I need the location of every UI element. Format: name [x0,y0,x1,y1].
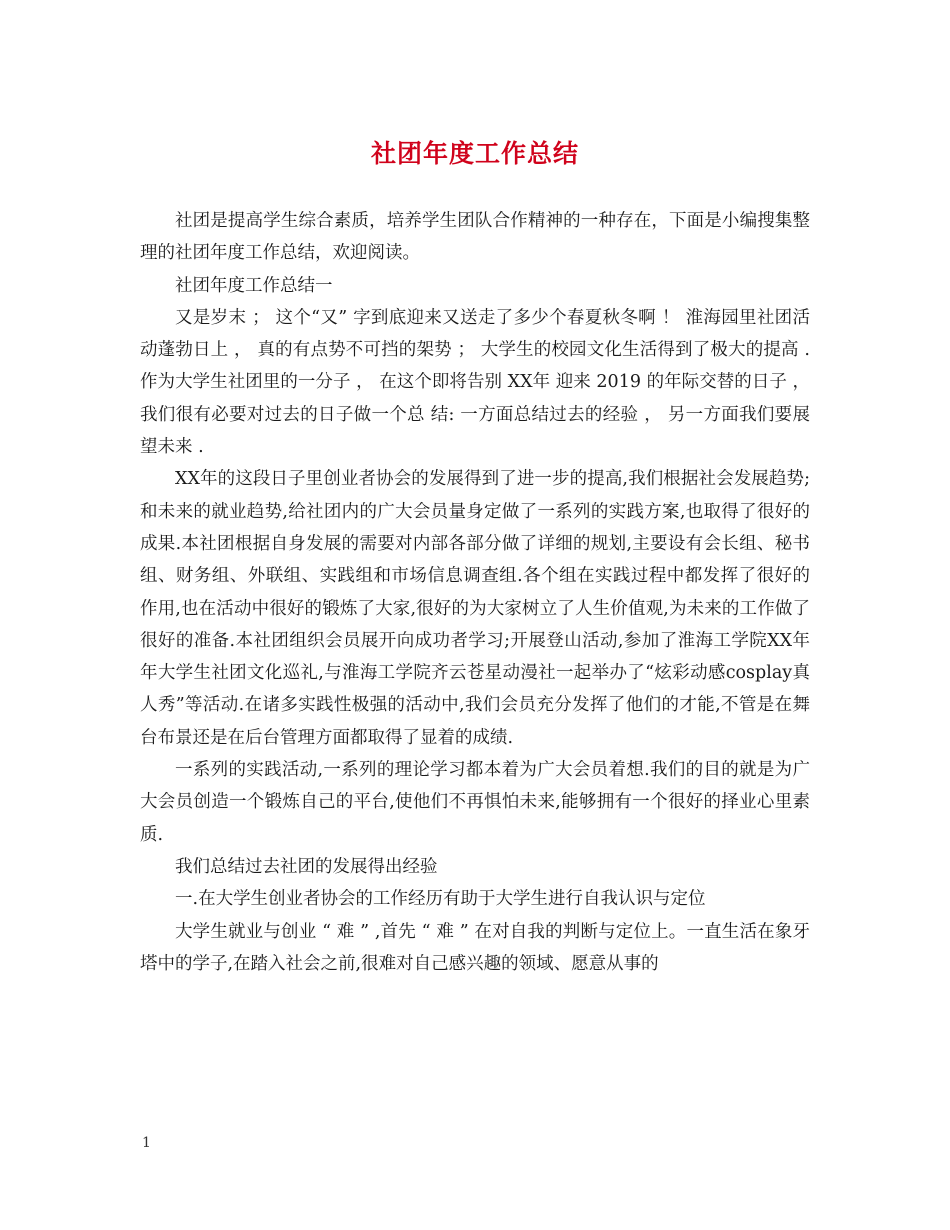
page-number: 1 [142,1135,151,1151]
paragraph-year-end: 又是岁末 ； 这个“又” 字到底迎来又送走了多少个春夏秋冬啊 ！ 淮海园里社团活动蓬勃日上 ， 真的有点势不可挡的架势 ； 大学生的校园文化生活得到了极大的提高 . 作为大学生社团里的一分子 ， 在这个即将告别 XX年 迎来 2019 的年际交替的日子 ， 我们很有必要对过去的日子做一个总 结: 一方面总结过去的经验 ， 另一方面我们要展望未来 . [140,307,810,458]
document-title: 社团年度工作总结 [370,139,579,168]
paragraph-practice-activities: 一系列的实践活动,一系列的理论学习都本着为广大会员着想.我们的目的就是为广大会员创造一个锻炼自己的平台,使他们不再惧怕未来,能够拥有一个很好的择业心里素质. [140,760,810,845]
paragraph-association-development: XX年的这段日子里创业者协会的发展得到了进一步的提高,我们根据社会发展趋势;和未来的就业趋势,给社团内的广大会员量身定做了一系列的实践方案,也取得了很好的成果.本社团根据自身发展的需要对内部各部分做了详细的规划,主要设有会长组、秘书组、财务组、外联组、实践组和市场信息调查组.各个组在实践过程中都发挥了很好的作用,也在活动中很好的锻炼了大家,很好的为大家树立了人生价值观,为未来的工作做了很好的准备.本社团组织会员展开向成功者学习;开展登山活动,参加了淮海工学院XX年年大学生社团文化巡礼,与淮海工学院齐云苍星动漫社一起举办了“炫彩动感cosplay真人秀”等活动.在诸多实践性极强的活动中,我们会员充分发挥了他们的才能,不管是在舞台布景还是在后台管理方面都取得了显着的成绩. [140,469,810,748]
paragraph-point-one: 一.在大学生创业者协会的工作经历有助于大学生进行自我认识与定位 [175,889,706,910]
document-body [140,205,810,980]
paragraph-experience-heading: 我们总结过去社团的发展得出经验 [175,856,438,877]
section-heading-summary-one: 社团年度工作总结一 [175,275,333,296]
paragraph-employment: 大学生就业与创业 “ 难 ” ,首先 “ 难 ” 在对自我的判断与定位上。一直生活在象牙塔中的学子,在踏入社会之前,很难对自己感兴趣的领域、愿意从事的 [140,921,810,974]
paragraph-intro: 社团是提高学生综合素质，培养学生团队合作精神的一种存在，下面是小编搜集整理的社团年度工作总结，欢迎阅读。 [140,211,810,264]
